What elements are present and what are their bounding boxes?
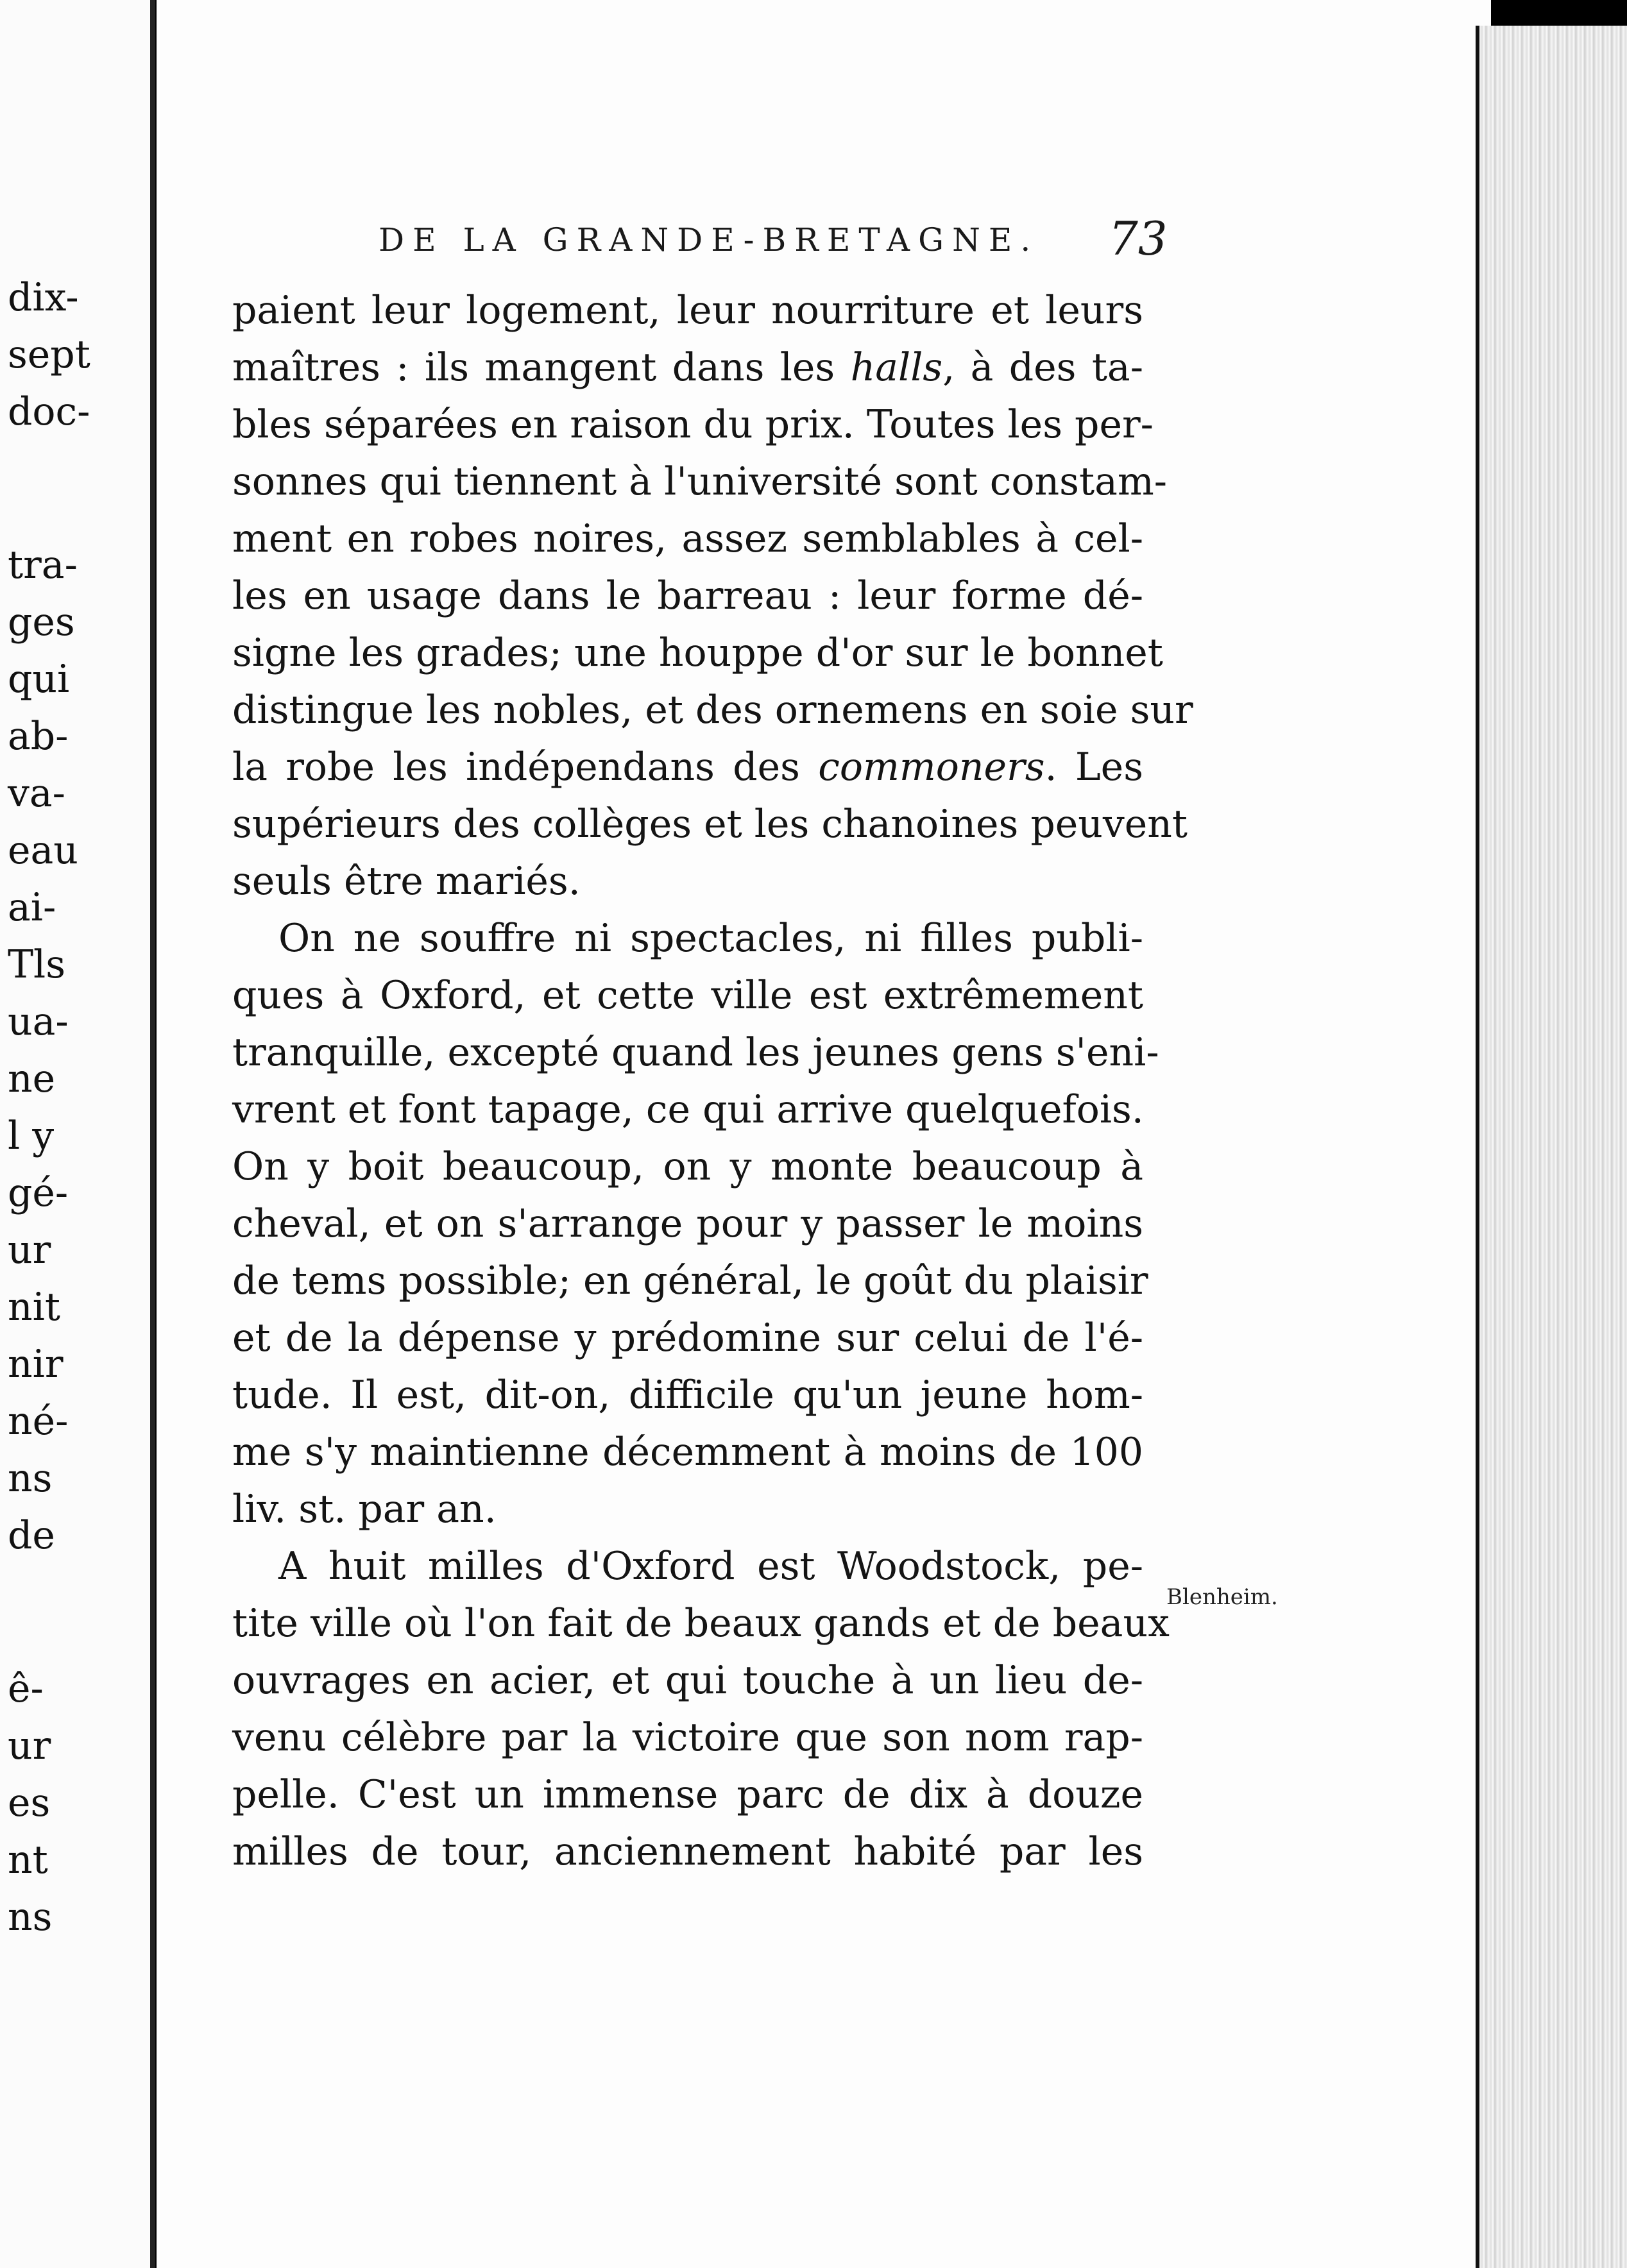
text-line: sonnes qui tiennent à l'université sont constam- bbox=[232, 459, 1168, 504]
italic-term: halls bbox=[850, 345, 943, 390]
text-line: ouvrages en acier, et qui touche à un lieu de- bbox=[232, 1658, 1143, 1703]
previous-page-fragment: eau bbox=[8, 828, 78, 873]
text-line: On ne souffre ni spectacles, ni filles publi- bbox=[278, 916, 1143, 961]
previous-page-fragment: es bbox=[8, 1781, 51, 1825]
text-line: vrent et font tapage, ce qui arrive quelquefois. bbox=[232, 1087, 1144, 1132]
page-block-edge bbox=[1476, 26, 1627, 2268]
previous-page-fragment: dix- bbox=[8, 275, 79, 320]
page-number: 73 bbox=[1109, 212, 1168, 266]
text-line: distingue les nobles, et des ornemens en soie sur bbox=[232, 688, 1193, 732]
previous-page-fragment: né- bbox=[8, 1399, 69, 1444]
text-line: supérieurs des collèges et les chanoines peuvent bbox=[232, 802, 1188, 847]
previous-page-text-fragments bbox=[8, 269, 149, 1946]
previous-page-fragment: ges bbox=[8, 600, 75, 645]
previous-page-fragment: nit bbox=[8, 1285, 60, 1330]
previous-page-fragment: Tls bbox=[8, 942, 65, 987]
previous-page-fragment: ns bbox=[8, 1895, 53, 1940]
previous-page-fragment: qui bbox=[8, 657, 70, 702]
text-line: maîtres : ils mangent dans les halls, à des ta- bbox=[232, 345, 1143, 390]
text-line: venu célèbre par la victoire que son nom rap- bbox=[232, 1715, 1143, 1760]
previous-page-fragment: ne bbox=[8, 1056, 56, 1101]
paragraph-gap bbox=[8, 441, 149, 537]
text-line: et de la dépense y prédomine sur celui de l'é- bbox=[232, 1316, 1143, 1360]
text-line: milles de tour, anciennement habité par les bbox=[232, 1829, 1143, 1874]
text-line: cheval, et on s'arrange pour y passer le moins bbox=[232, 1201, 1143, 1246]
previous-page-fragment: l y bbox=[8, 1113, 55, 1158]
margin-note: Blenheim. bbox=[1166, 1584, 1278, 1610]
text-line: seuls être mariés. bbox=[232, 859, 581, 904]
paragraph bbox=[232, 1538, 1170, 1881]
text-line: tude. Il est, dit-on, difficile qu'un jeune hom- bbox=[232, 1373, 1143, 1418]
text-line: tranquille, excepté quand les jeunes gens s'eni- bbox=[232, 1030, 1159, 1075]
previous-page-fragment: doc- bbox=[8, 389, 90, 434]
text-line: paient leur logement, leur nourriture et leurs bbox=[232, 288, 1143, 333]
previous-page-fragment: gé- bbox=[8, 1171, 69, 1215]
text-line: me s'y maintienne décemment à moins de 100 bbox=[232, 1430, 1143, 1475]
paragraph bbox=[232, 282, 1193, 910]
text-line: la robe les indépendans des commoners. Les bbox=[232, 745, 1143, 790]
previous-page-fragment: nt bbox=[8, 1838, 48, 1883]
previous-page-fragment: de bbox=[8, 1513, 55, 1558]
text-line: liv. st. par an. bbox=[232, 1487, 497, 1532]
previous-page-fragment: ns bbox=[8, 1456, 53, 1501]
text-line: pelle. C'est un immense parc de dix à douze bbox=[232, 1772, 1143, 1817]
text-line: A huit milles d'Oxford est Woodstock, pe- bbox=[278, 1544, 1143, 1589]
previous-page-fragment: ab- bbox=[8, 714, 69, 759]
previous-page-fragment: ur bbox=[8, 1723, 51, 1768]
text-line: signe les grades; une houppe d'or sur le bonnet bbox=[232, 630, 1163, 675]
text-line: bles séparées en raison du prix. Toutes les per- bbox=[232, 402, 1154, 447]
italic-term: commoners bbox=[818, 745, 1045, 790]
previous-page-fragment: va- bbox=[8, 771, 65, 816]
text-line: ment en robes noires, assez semblables à cel- bbox=[232, 516, 1143, 561]
previous-page-fragment: ê- bbox=[8, 1666, 44, 1711]
previous-page-fragment: ua- bbox=[8, 999, 69, 1044]
text-line: ques à Oxford, et cette ville est extrêmement bbox=[232, 973, 1143, 1018]
text-line: tite ville où l'on fait de beaux gands et de beaux bbox=[232, 1601, 1170, 1646]
text-line: On y boit beaucoup, on y monte beaucoup à bbox=[232, 1144, 1143, 1189]
running-header: DE LA GRANDE-BRETAGNE. bbox=[379, 221, 1039, 258]
previous-page-edge bbox=[0, 0, 155, 2268]
previous-page-fragment: tra- bbox=[8, 543, 78, 588]
previous-page-fragment: nir bbox=[8, 1342, 64, 1387]
text-line: les en usage dans le barreau : leur forme dé- bbox=[232, 573, 1143, 618]
previous-page-fragment: ur bbox=[8, 1228, 51, 1273]
paragraph-gap bbox=[8, 1564, 149, 1661]
text-line: de tems possible; en général, le goût du plaisir bbox=[232, 1258, 1148, 1303]
previous-page-fragment: sept bbox=[8, 332, 90, 377]
paragraph bbox=[232, 910, 1159, 1538]
previous-page-fragment: ai- bbox=[8, 885, 56, 930]
body-text bbox=[232, 282, 1193, 1881]
